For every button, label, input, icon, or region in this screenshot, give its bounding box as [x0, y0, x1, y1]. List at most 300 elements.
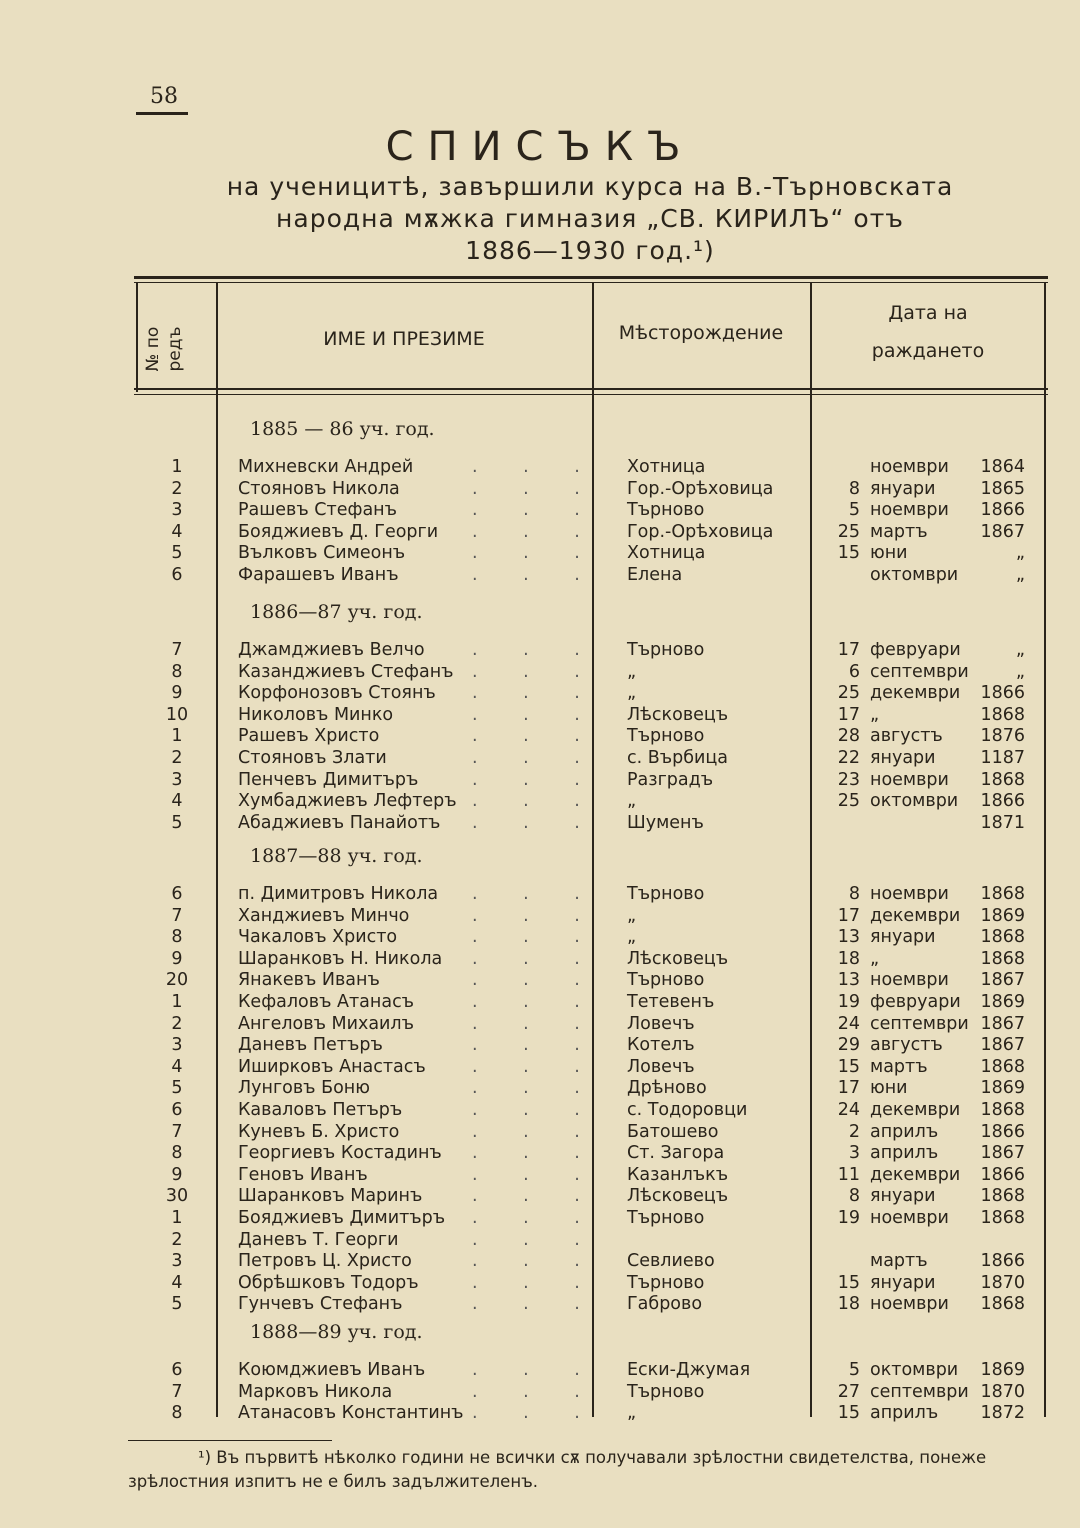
leader-dots: . . . — [472, 748, 600, 768]
leader-dots: . . . — [472, 948, 600, 969]
student-name: Хумбаджиевъ Лефтеръ — [238, 791, 457, 812]
leader-dots: . . . — [472, 1381, 600, 1402]
row-number: 2 — [171, 1013, 183, 1034]
birth-year: 1872 — [980, 1403, 1025, 1424]
birthplace: Елена — [627, 565, 683, 585]
birth-year: 1869 — [980, 992, 1025, 1012]
birth-year: „ — [1015, 640, 1025, 660]
birth-month: декември — [870, 1164, 961, 1185]
birth-month: ноември — [870, 970, 949, 991]
birth-month: октомври — [870, 791, 959, 812]
birthplace: Гор.-Орѣховица — [627, 521, 774, 542]
birth-month: февруари — [870, 992, 961, 1012]
birth-year: 1866 — [980, 683, 1025, 704]
leader-dots: . . . — [472, 704, 600, 725]
row-number: 6 — [171, 565, 183, 585]
table-row — [0, 948, 1080, 970]
birth-month: януари — [870, 748, 936, 768]
leader-dots: . . . — [472, 1186, 600, 1207]
table-top-rule-2 — [134, 282, 1048, 283]
birth-year: 1868 — [980, 884, 1025, 904]
leader-dots: . . . — [472, 1100, 600, 1120]
birth-year: 1865 — [980, 478, 1025, 499]
birth-day: 15 — [837, 543, 860, 564]
student-name: Абаджиевъ Панайотъ — [238, 812, 441, 833]
leader-dots: . . . — [472, 661, 600, 682]
birth-month: ноември — [870, 457, 949, 477]
row-number: 5 — [171, 812, 183, 833]
row-number: 4 — [171, 791, 183, 812]
table-header-bottom-rule — [134, 388, 1048, 390]
birthplace: Хотница — [627, 457, 706, 477]
birth-year: 1867 — [980, 1035, 1025, 1056]
birthplace: Батошево — [627, 1121, 719, 1142]
birthplace: Ловечъ — [627, 1056, 695, 1077]
birth-month: юни — [870, 1078, 908, 1099]
leader-dots: . . . — [472, 683, 600, 704]
birth-year: 1866 — [980, 1164, 1025, 1185]
birthplace: Дрѣново — [627, 1078, 707, 1099]
birth-day: 8 — [848, 884, 860, 904]
birthplace: Казанлъкъ — [627, 1164, 729, 1185]
birthplace: Лѣсковецъ — [627, 948, 729, 969]
birth-month: февруари — [870, 640, 961, 660]
birth-day: 22 — [837, 748, 860, 768]
leader-dots: . . . — [472, 1143, 600, 1164]
birthplace: Търново — [627, 970, 705, 991]
leader-dots: . . . — [472, 992, 600, 1012]
birthplace: Търново — [627, 640, 705, 660]
birthplace: Ески-Джумая — [627, 1360, 751, 1380]
student-name: Даневъ Петъръ — [238, 1035, 383, 1056]
birth-month: априлъ — [870, 1403, 939, 1424]
section-heading: 1887—88 уч. год. — [250, 845, 423, 867]
student-name: Казанджиевъ Стефанъ — [238, 661, 454, 682]
table-row — [0, 1229, 1080, 1251]
birth-day: 19 — [837, 1208, 860, 1228]
row-number: 7 — [171, 1381, 183, 1402]
leader-dots: . . . — [472, 1164, 600, 1185]
birthplace: „ — [627, 791, 637, 812]
row-number: 1 — [171, 992, 183, 1012]
row-number: 3 — [171, 500, 183, 521]
birth-year: 1866 — [980, 791, 1025, 812]
header-name: ИМЕ И ПРЕЗИМЕ — [323, 328, 485, 350]
student-name: п. Димитровъ Никола — [238, 884, 439, 904]
student-name: Чакаловъ Христо — [238, 927, 398, 948]
table-row — [0, 1381, 1080, 1403]
page-number-rule — [136, 112, 188, 115]
birth-month: априлъ — [870, 1143, 939, 1164]
birth-month: януари — [870, 1272, 936, 1293]
birth-year: 1868 — [980, 769, 1025, 790]
birth-year: 1867 — [980, 521, 1025, 542]
student-name: Джамджиевъ Велчо — [238, 640, 425, 660]
leader-dots: . . . — [472, 812, 600, 833]
birthplace: с. Тодоровци — [627, 1100, 748, 1120]
table-row — [0, 1099, 1080, 1121]
table-row — [0, 1402, 1080, 1424]
leader-dots: . . . — [472, 1229, 600, 1250]
birth-year: 1871 — [980, 812, 1025, 833]
student-name: Шаранковъ Н. Никола — [238, 948, 443, 969]
birthplace: Севлиево — [627, 1251, 715, 1272]
student-name: Гунчевъ Стефанъ — [238, 1294, 403, 1315]
leader-dots: . . . — [472, 478, 600, 499]
birth-year: 1869 — [980, 905, 1025, 926]
leader-dots: . . . — [472, 640, 600, 660]
birthplace: „ — [627, 927, 637, 948]
birth-day: 15 — [837, 1056, 860, 1077]
table-row — [0, 969, 1080, 991]
birth-day: 8 — [848, 1186, 860, 1207]
leader-dots: . . . — [472, 905, 600, 926]
footnote: ¹) Въ първитѣ нѣколко години не всички сѫ получавали зрѣлостни свидетелства, понеже зрѣлостния изпитъ не е билъ задължителенъ. — [128, 1448, 987, 1491]
birth-day: 25 — [837, 683, 860, 704]
birthplace: Лѣсковецъ — [627, 1186, 729, 1207]
student-name: Николовъ Минко — [238, 704, 394, 725]
row-number: 8 — [171, 661, 183, 682]
birthplace: Котелъ — [627, 1035, 695, 1056]
row-number: 8 — [171, 1143, 183, 1164]
leader-dots: . . . — [472, 457, 600, 477]
table-row — [0, 1185, 1080, 1207]
row-number: 5 — [171, 1294, 183, 1315]
row-number: 3 — [171, 1035, 183, 1056]
birth-month: ноември — [870, 500, 949, 521]
row-number: 2 — [171, 748, 183, 768]
leader-dots: . . . — [472, 1208, 600, 1228]
leader-dots: . . . — [472, 1078, 600, 1099]
row-number: 5 — [171, 1078, 183, 1099]
subtitle-line-2: народна мѫжка гимназия „СВ. КИРИЛЪ“ отъ — [276, 204, 904, 233]
birth-month: мартъ — [870, 521, 928, 542]
subtitle-line-1: на ученицитѣ, завършили курса на В.-Търновската — [226, 172, 954, 201]
student-name: Ангеловъ Михаилъ — [238, 1013, 414, 1034]
birth-month: септември — [870, 1381, 969, 1402]
table-row — [0, 1013, 1080, 1035]
row-number: 9 — [171, 683, 183, 704]
birth-month: априлъ — [870, 1121, 939, 1142]
birth-year: „ — [1015, 565, 1025, 585]
table-row — [0, 1034, 1080, 1056]
table-row — [0, 456, 1080, 478]
table-row — [0, 521, 1080, 543]
footnote-rule — [128, 1440, 332, 1441]
birth-day: 24 — [837, 1013, 860, 1034]
student-name: Рашевъ Стефанъ — [238, 500, 397, 521]
leader-dots: . . . — [472, 970, 600, 991]
leader-dots: . . . — [472, 726, 600, 747]
table-top-rule — [134, 276, 1048, 279]
row-number: 3 — [171, 1251, 183, 1272]
row-number: 7 — [171, 1121, 183, 1142]
student-name: Коюмджиевъ Иванъ — [238, 1360, 426, 1380]
birth-month: ноември — [870, 769, 949, 790]
birth-day: 13 — [837, 927, 860, 948]
birth-year: 1868 — [980, 1186, 1025, 1207]
birthplace: Лѣсковецъ — [627, 704, 729, 725]
table-row — [0, 905, 1080, 927]
birthplace: „ — [627, 683, 637, 704]
leader-dots: . . . — [472, 521, 600, 542]
row-number: 7 — [171, 640, 183, 660]
row-number: 1 — [171, 1208, 183, 1228]
table-row — [0, 661, 1080, 683]
birth-year: 1876 — [980, 726, 1025, 747]
birthplace: Търново — [627, 726, 705, 747]
leader-dots: . . . — [472, 1403, 600, 1424]
birthplace: Търново — [627, 884, 705, 904]
document-title: СПИСЪКЪ — [385, 124, 695, 170]
birth-month: августъ — [870, 726, 943, 747]
birth-year: 1867 — [980, 1143, 1025, 1164]
row-number: 8 — [171, 927, 183, 948]
table-row — [0, 1250, 1080, 1272]
student-name: Фарашевъ Иванъ — [238, 565, 399, 585]
birth-month: януари — [870, 1186, 936, 1207]
leader-dots: . . . — [472, 884, 600, 904]
birth-day: 15 — [837, 1272, 860, 1293]
birth-month: октомври — [870, 565, 959, 585]
table-row — [0, 1207, 1080, 1229]
birth-year: 1869 — [980, 1078, 1025, 1099]
leader-dots: . . . — [472, 1013, 600, 1034]
birth-day: 18 — [837, 948, 860, 969]
student-name: Стояновъ Никола — [238, 478, 400, 499]
row-number: 9 — [171, 948, 183, 969]
row-number: 9 — [171, 1164, 183, 1185]
student-name: Иширковъ Анастасъ — [238, 1056, 426, 1077]
row-number: 6 — [171, 884, 183, 904]
table-row — [0, 769, 1080, 791]
birth-day: 17 — [837, 905, 860, 926]
student-name: Пенчевъ Димитъръ — [238, 769, 419, 790]
table-row — [0, 639, 1080, 661]
table-row — [0, 883, 1080, 905]
leader-dots: . . . — [472, 543, 600, 564]
leader-dots: . . . — [472, 791, 600, 812]
leader-dots: . . . — [472, 565, 600, 585]
birth-day: 17 — [837, 1078, 860, 1099]
birth-month: мартъ — [870, 1251, 928, 1272]
birth-year: 1868 — [980, 948, 1025, 969]
student-name: Янакевъ Иванъ — [238, 970, 380, 991]
table-row — [0, 790, 1080, 812]
birth-day: 24 — [837, 1100, 860, 1120]
table-row — [0, 725, 1080, 747]
row-number: 8 — [171, 1403, 183, 1424]
student-name: Корфонозовъ Стоянъ — [238, 683, 436, 704]
leader-dots: . . . — [472, 1251, 600, 1272]
birthplace: „ — [627, 905, 637, 926]
birth-month: юни — [870, 543, 908, 564]
student-name: Атанасовъ Константинъ — [238, 1403, 464, 1424]
table-row — [0, 1293, 1080, 1315]
birth-month: септември — [870, 1013, 969, 1034]
student-name: Обрѣшковъ Тодоръ — [238, 1272, 419, 1293]
col-divider-left — [136, 282, 138, 392]
birthplace: Шуменъ — [627, 812, 704, 833]
birthplace: с. Върбица — [627, 748, 729, 768]
leader-dots: . . . — [472, 500, 600, 521]
birthplace: Търново — [627, 1272, 705, 1293]
birth-day: 5 — [848, 500, 860, 521]
student-name: Бояджиевъ Димитъръ — [238, 1208, 446, 1228]
table-row — [0, 478, 1080, 500]
birth-month: ноември — [870, 1208, 949, 1228]
birth-day: 23 — [837, 769, 860, 790]
birthplace: „ — [627, 661, 637, 682]
birth-day: 18 — [837, 1294, 860, 1315]
table-row — [0, 1359, 1080, 1381]
birth-day: 25 — [837, 791, 860, 812]
birth-month: ноември — [870, 1294, 949, 1315]
birth-year: 1868 — [980, 1056, 1025, 1077]
row-number: 4 — [171, 1272, 183, 1293]
birth-year: 1868 — [980, 1294, 1025, 1315]
birth-year: 1866 — [980, 500, 1025, 521]
table-row — [0, 1272, 1080, 1294]
leader-dots: . . . — [472, 1035, 600, 1056]
table-row — [0, 1077, 1080, 1099]
table-row — [0, 926, 1080, 948]
birth-day: 15 — [837, 1403, 860, 1424]
row-number: 6 — [171, 1360, 183, 1380]
page-number: 58 — [150, 84, 178, 109]
birth-day: 11 — [837, 1164, 860, 1185]
birthplace: Тетевенъ — [627, 992, 715, 1012]
birthplace: Ловечъ — [627, 1013, 695, 1034]
row-number: 1 — [171, 726, 183, 747]
row-number: 2 — [171, 1229, 183, 1250]
table-row — [0, 991, 1080, 1013]
birth-year: „ — [1015, 661, 1025, 682]
birth-year: 1868 — [980, 927, 1025, 948]
birth-day: 5 — [848, 1360, 860, 1380]
birth-year: 1867 — [980, 970, 1025, 991]
birth-year: 1867 — [980, 1013, 1025, 1034]
birth-year: 1870 — [980, 1381, 1025, 1402]
leader-dots: . . . — [472, 1056, 600, 1077]
table-row — [0, 542, 1080, 564]
leader-dots: . . . — [472, 1360, 600, 1380]
birth-year: 1187 — [980, 748, 1025, 768]
leader-dots: . . . — [472, 769, 600, 790]
table-row — [0, 747, 1080, 769]
student-name: Куневъ Б. Христо — [238, 1121, 400, 1142]
birth-month: октомври — [870, 1360, 959, 1380]
birthplace: Търново — [627, 500, 705, 521]
row-number: 3 — [171, 769, 183, 790]
birthplace: Ст. Загора — [627, 1143, 725, 1164]
birth-year: 1868 — [980, 1100, 1025, 1120]
table-row — [0, 682, 1080, 704]
header-birthdate-1: Дата на — [888, 302, 968, 324]
student-name: Марковъ Никола — [238, 1381, 393, 1402]
header-birthdate-2: раждането — [871, 340, 985, 362]
student-name: Георгиевъ Костадинъ — [238, 1143, 442, 1164]
birthplace: Разградъ — [627, 769, 714, 790]
birth-day: 13 — [837, 970, 860, 991]
birth-month: септември — [870, 661, 969, 682]
birthplace: Габрово — [627, 1294, 703, 1315]
student-name: Лунговъ Боню — [238, 1078, 370, 1099]
row-number: 1 — [171, 457, 183, 477]
birth-year: 1866 — [980, 1121, 1025, 1142]
birth-month: декември — [870, 683, 961, 704]
birth-year: „ — [1015, 543, 1025, 564]
table-row — [0, 704, 1080, 726]
student-name: Рашевъ Христо — [238, 726, 380, 747]
birth-day: 6 — [848, 661, 860, 682]
birth-month: януари — [870, 478, 936, 499]
birth-day: 19 — [837, 992, 860, 1012]
birth-year: 1864 — [980, 457, 1025, 477]
birth-month: декември — [870, 905, 961, 926]
birthplace: „ — [627, 1403, 637, 1424]
row-number: 4 — [171, 521, 183, 542]
table-header-bottom-rule-2 — [134, 394, 1048, 395]
student-name: Геновъ Иванъ — [238, 1164, 368, 1185]
birth-month: декември — [870, 1100, 961, 1120]
row-number: 2 — [171, 478, 183, 499]
birth-year: 1868 — [980, 704, 1025, 725]
row-number: 4 — [171, 1056, 183, 1077]
birth-year: 1870 — [980, 1272, 1025, 1293]
header-number: № по редъ — [143, 326, 185, 372]
row-number: 7 — [171, 905, 183, 926]
table-row — [0, 499, 1080, 521]
birth-month: августъ — [870, 1035, 943, 1056]
birth-day: 27 — [837, 1381, 860, 1402]
birthplace: Гор.-Орѣховица — [627, 478, 774, 499]
birth-month: „ — [870, 704, 880, 725]
birth-day: 3 — [848, 1143, 860, 1164]
student-name: Бояджиевъ Д. Георги — [238, 521, 439, 542]
header-birthplace: Мѣсторождение — [618, 322, 784, 344]
leader-dots: . . . — [472, 1272, 600, 1293]
student-name: Михневски Андрей — [238, 457, 414, 477]
row-number: 20 — [165, 970, 189, 991]
section-heading: 1886—87 уч. год. — [250, 601, 423, 623]
birth-month: мартъ — [870, 1056, 928, 1077]
birth-day: 28 — [837, 726, 860, 747]
table-row — [0, 1056, 1080, 1078]
student-name: Вълковъ Симеонъ — [238, 543, 406, 564]
birth-day: 29 — [837, 1035, 860, 1056]
section-heading: 1888—89 уч. год. — [250, 1321, 423, 1343]
birthplace: Търново — [627, 1381, 705, 1402]
student-name: Стояновъ Злати — [238, 748, 387, 768]
table-row — [0, 1121, 1080, 1143]
leader-dots: . . . — [472, 1294, 600, 1315]
row-number: 6 — [171, 1100, 183, 1120]
row-number: 10 — [165, 704, 189, 725]
birth-day: 8 — [848, 478, 860, 499]
table-row — [0, 564, 1080, 586]
subtitle-line-3: 1886—1930 год.¹) — [465, 236, 715, 265]
leader-dots: . . . — [472, 927, 600, 948]
student-name: Ханджиевъ Минчо — [238, 905, 410, 926]
student-name: Шаранковъ Маринъ — [238, 1186, 423, 1207]
birth-year: 1866 — [980, 1251, 1025, 1272]
birth-day: 25 — [837, 521, 860, 542]
birth-month: ноември — [870, 884, 949, 904]
birthplace: Хотница — [627, 543, 706, 564]
birth-day: 17 — [837, 704, 860, 725]
birth-year: 1868 — [980, 1208, 1025, 1228]
